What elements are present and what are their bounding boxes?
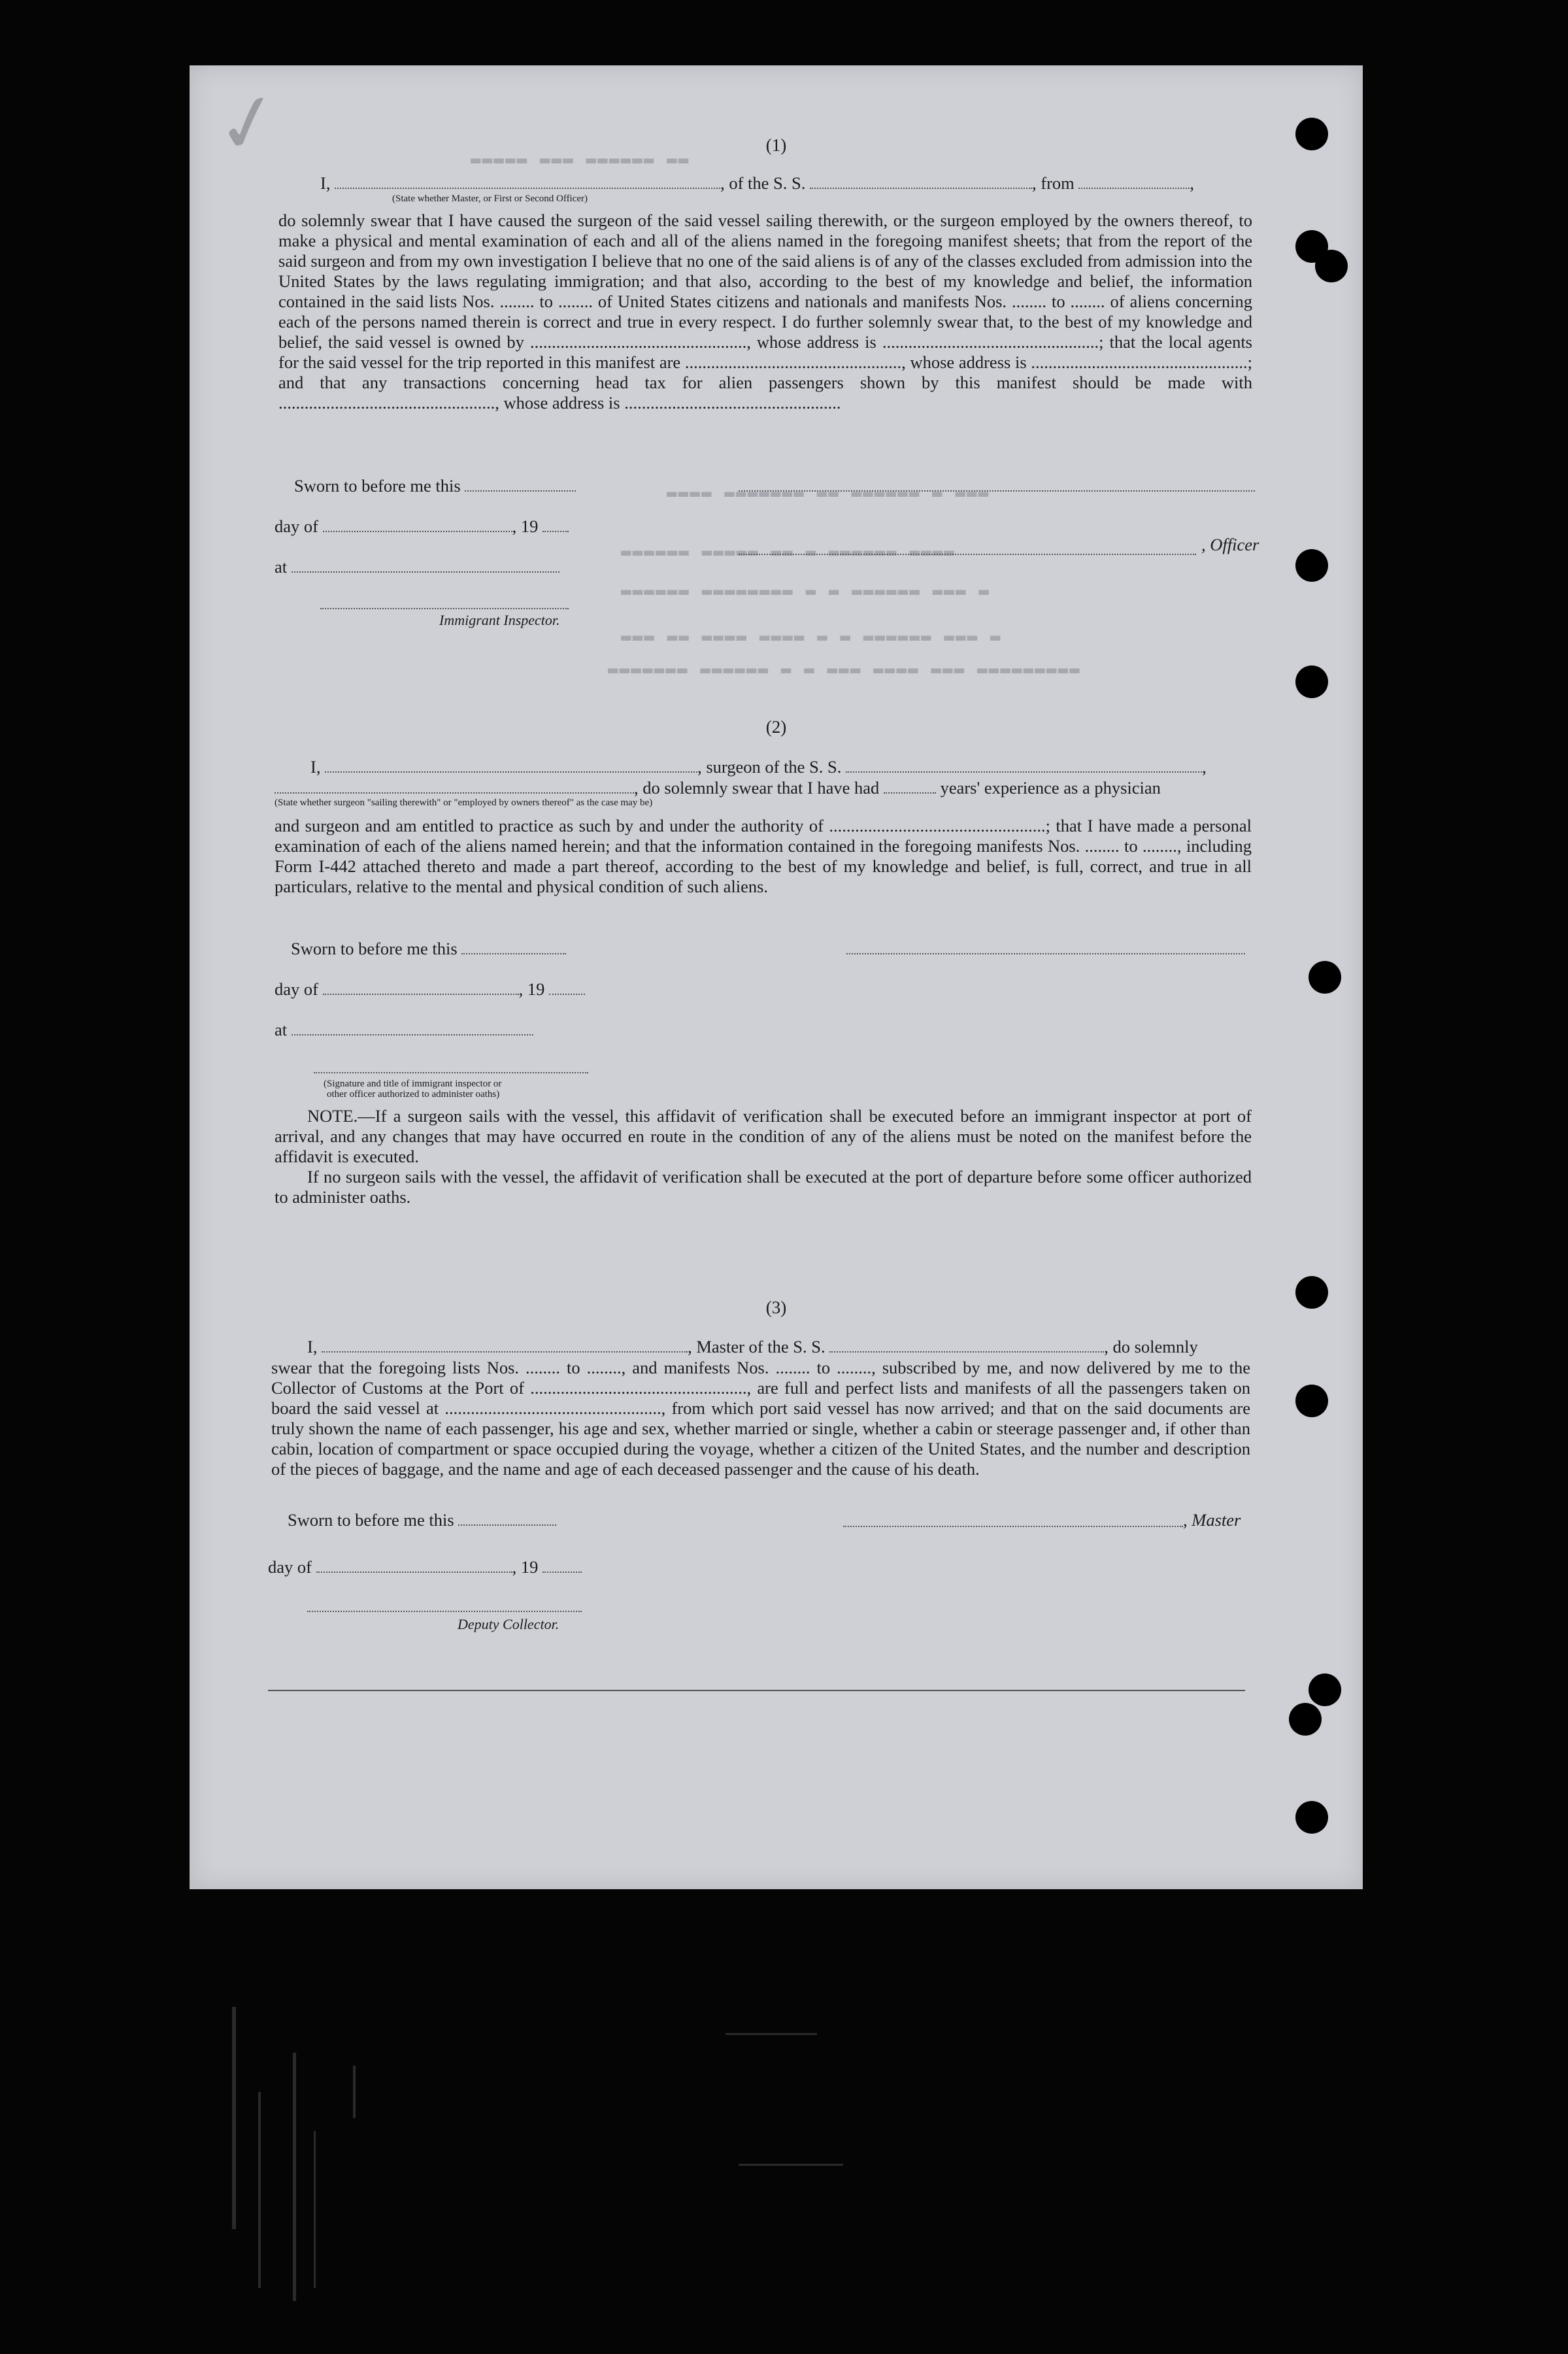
binder-hole [1295,118,1328,150]
bleed-through-text: ▬▬▬▬ ▬▬▬▬▬▬▬ ▬▬ ▬▬▬▬▬▬ ▬ ▬▬▬ [667,484,990,503]
place-field[interactable] [292,558,559,573]
inspector-signature-line[interactable] [320,607,569,609]
scan-artifact [258,2092,261,2288]
binder-hole [1295,1276,1328,1309]
scan-artifact [739,2164,843,2166]
binder-hole [1289,1703,1322,1736]
deputy-label: Deputy Collector. [458,1616,559,1632]
section-2-caption: (State whether surgeon "sailing therewith" or "employed by owners thereof" as the case may be) [275,798,653,808]
section-2-oath-line-2: , do solemnly swear that I have had years' experience as a physician [275,778,1161,798]
year-field[interactable] [542,518,569,532]
vessel-name-field-3[interactable] [829,1338,1104,1353]
sworn-date-field-3[interactable] [458,1511,556,1526]
binder-hole [1315,250,1348,282]
section-1-sworn-line: Sworn to before me this [294,476,576,496]
scan-artifact [353,2066,356,2118]
scan-artifact [232,2007,236,2229]
scan-artifact [314,2131,316,2288]
bottom-rule [268,1690,1245,1691]
bleed-through-text: ▬▬▬▬▬▬ ▬▬▬▬▬ ▬▬ ▬ ▬▬▬▬▬▬ ▬▬▬▬ [621,543,956,562]
bleed-through-text: ▬▬▬ ▬▬ ▬▬▬▬ ▬▬▬▬ ▬ ▬ ▬▬▬▬▬▬ ▬▬▬ ▬ [621,628,1002,647]
note-paragraph: NOTE.—If a surgeon sails with the vessel, this affidavit of verification shall be executed before an immigrant inspector at port of arrival, and any changes that may have occurred en route in the condition of any of the aliens must be noted on the manifest before the affidavit is executed. If no surgeon sails with the vessel, the affidavit of verification shall be executed at the port of departure before some officer authorized to administer oaths. [275,1106,1252,1207]
year-field-3[interactable] [542,1558,582,1573]
surgeon-name-field[interactable] [325,758,697,773]
surgeon-signature-line[interactable] [846,952,1245,954]
officer-rank-field[interactable] [335,175,720,189]
section-3-number: (3) [765,1298,787,1317]
section-2-sworn-line: Sworn to before me this [291,939,566,959]
binder-hole [1295,1385,1328,1417]
section-2-at-line: at [275,1020,533,1040]
section-1-caption: (State whether Master, or First or Second Officer) [392,193,588,204]
master-signature-line[interactable] [843,1524,1183,1527]
sworn-date-field-2[interactable] [461,940,566,954]
sworn-date-field[interactable] [465,477,576,492]
scan-artifact [293,2053,296,2301]
bleed-through-text: ▬▬▬▬▬▬▬ ▬▬▬▬▬▬ ▬ ▬ ▬▬▬ ▬▬▬▬ ▬▬▬ ▬▬▬▬▬▬▬▬▬ [608,660,1081,680]
section-3-day-line: day of , 19 [268,1557,582,1577]
month-field[interactable] [323,518,512,532]
year-field-2[interactable] [549,981,585,995]
vessel-name-field-2[interactable] [846,758,1202,773]
master-name-field[interactable] [322,1338,688,1353]
section-3-sworn-line: Sworn to before me this [288,1510,556,1530]
binder-hole [1309,961,1341,994]
month-field-3[interactable] [316,1558,512,1573]
section-3-oath-line: I, , Master of the S. S. , do solemnly [307,1337,1198,1356]
binder-hole [1295,1801,1328,1834]
section-1-oath-line: I, , of the S. S. , from , [320,173,1195,193]
section-1-day-line: day of , 19 [275,516,569,537]
document-page [190,65,1363,1889]
deputy-signature-line[interactable] [307,1609,582,1612]
binder-hole [1295,549,1328,582]
officer-label: , Officer [1201,535,1259,554]
signature-caption-2: other officer authorized to administer oaths) [327,1089,500,1100]
section-3-body: swear that the foregoing lists Nos. ........ to ........, and manifests Nos. ........ to ........, subscribed by me, and now delivered by me to the Collector of Customs at the Port of .................................................., are full and perfect lists and manifests of all the passengers taken on board the said vessel at .................................................., from which port said vessel has now arrived; and that on the said documents are truly shown the name of each passenger, his age and sex, whether married or single, whether a cabin or steerage passenger and, if other than cabin, location of compartment or space occupied during the voyage, whether a citizen of the United States, and the number and description of the pieces of baggage, and the name and age of each deceased passenger and the cause of his death. [271,1358,1250,1479]
binder-hole [1309,1673,1341,1706]
bleed-through-text: ▬▬▬▬▬▬ ▬▬▬▬▬▬▬▬ ▬ ▬ ▬▬▬▬▬▬ ▬▬▬ ▬ [621,582,990,601]
master-label: , Master [1183,1510,1241,1530]
section-2-oath-line: I, , surgeon of the S. S. , [310,757,1207,777]
section-2-body: and surgeon and am entitled to practice as such by and under the authority of ..................................................; that I have made a personal examination of each of the aliens named herein; and that the information contained in the foregoing manifests Nos. ........ to ........, including Form I-442 attached thereto and made a part thereof, according to the best of my knowledge and belief, is full, correct, and true in all particulars, relative to the mental and physical condition of such aliens. [275,816,1252,896]
section-1-number: (1) [765,135,787,155]
binder-hole [1295,665,1328,698]
section-1-at-line: at [275,557,559,577]
inspector-signature-line-2[interactable] [314,1071,588,1073]
officer-signature-line[interactable] [739,489,1255,492]
place-field-2[interactable] [292,1021,533,1035]
vessel-name-field[interactable] [810,175,1032,189]
month-field-2[interactable] [323,981,519,995]
years-experience-field[interactable] [884,779,936,794]
bleed-through-text: ▬▬▬▬▬ ▬▬▬ ▬▬▬▬▬▬ ▬▬ [471,150,690,170]
port-from-field[interactable] [1078,175,1190,189]
handwritten-mark: ✓ [207,73,290,175]
signature-caption-1: (Signature and title of immigrant inspector or [324,1079,502,1089]
officer-line[interactable] [739,552,1196,555]
inspector-label: Immigrant Inspector. [439,612,560,628]
section-2-day-line: day of , 19 [275,979,585,1000]
scan-artifact [726,2033,817,2035]
surgeon-status-field[interactable] [275,779,634,794]
section-1-body: do solemnly swear that I have caused the surgeon of the said vessel sailing therewith, or the surgeon employed by the owners thereof, to make a physical and mental examination of each and all of the aliens named in the foregoing manifest sheets; that from the report of the said surgeon and from my own investigation I believe that no one of the said aliens is of any of the classes excluded from admission into the United States by the laws regulating immigration; and that also, according to the best of my knowledge and belief, the information contained in the said lists Nos. ........ to ........ of United States citizens and nationals and manifests Nos. ........ to ........ of aliens concerning each of the persons named therein is correct and true in every respect. I do further solemnly swear that, to the best of my knowledge and belief, the said vessel is owned by .................................................., whose address is ..................................................; that the local agents for the said vessel for the trip reported in this manifest are .................................................., whose address is ..................................................; and that any transactions concerning head tax for alien passengers shown by this manifest should be made with .................................................., whose address is .................................................. [278,210,1252,412]
section-2-number: (2) [765,717,787,737]
